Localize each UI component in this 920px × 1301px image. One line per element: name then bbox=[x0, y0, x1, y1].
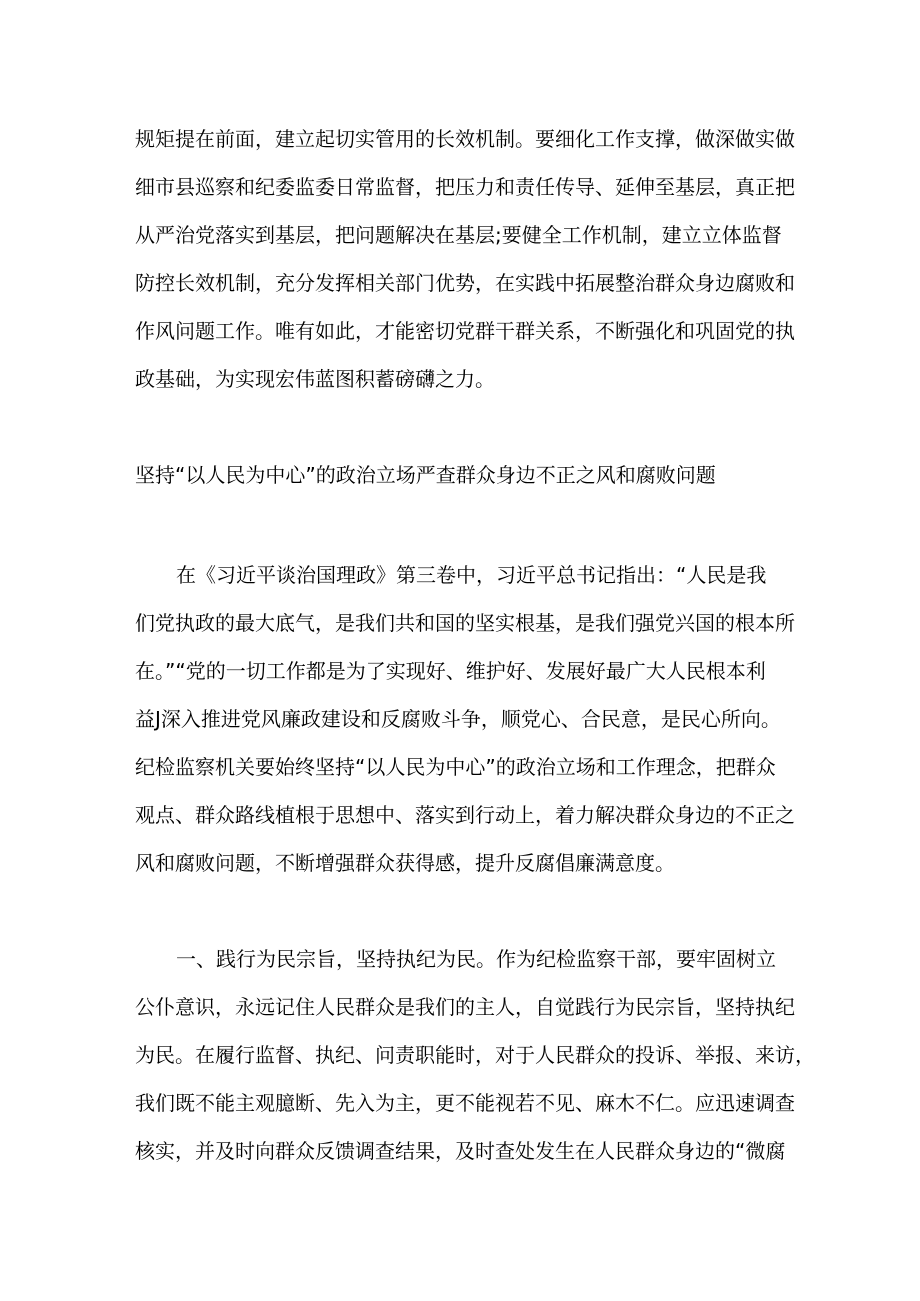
paragraph-line: 在。”“党的一切工作都是为了实现好、维护好、发展好最广大人民根本利 bbox=[135, 659, 766, 683]
paragraph-line: 们党执政的最大底气，是我们共和国的坚实根基，是我们强党兴国的根本所 bbox=[135, 611, 795, 635]
paragraph-line: 益J深入推进党风廉政建设和反腐败斗争，顺党心、合民意，是民心所向。 bbox=[135, 707, 781, 731]
paragraph-line: 在《习近平谈治国理政》第三卷中，习近平总书记指出：“人民是我 bbox=[176, 563, 767, 587]
paragraph-line: 观点、群众路线植根于思想中、落实到行动上，着力解决群众身边的不正之 bbox=[135, 803, 795, 827]
paragraph-line: 风和腐败问题，不断增强群众获得感，提升反腐倡廉满意度。 bbox=[135, 851, 675, 875]
paragraph-line: 防控长效机制，充分发挥相关部门优势，在实践中拓展整治群众身边腐败和 bbox=[135, 271, 795, 295]
paragraph-line: 公仆意识，永远记住人民群众是我们的主人，自觉践行为民宗旨，坚持执纪 bbox=[135, 995, 795, 1019]
paragraph-line: 一、践行为民宗旨，坚持执纪为民。作为纪检监察干部，要牢固树立 bbox=[176, 947, 776, 971]
paragraph-line: 为民。在履行监督、执纪、问责职能时，对于人民群众的投诉、举报、来访， bbox=[135, 1043, 815, 1067]
paragraph-line: 规矩提在前面，建立起切实管用的长效机制。要细化工作支撑，做深做实做 bbox=[135, 127, 795, 151]
paragraph-line: 细市县巡察和纪委监委日常监督，把压力和责任传导、延伸至基层，真正把 bbox=[135, 175, 795, 199]
paragraph-line: 核实，并及时向群众反馈调查结果，及时查处发生在人民群众身边的“微腐 bbox=[135, 1139, 786, 1163]
paragraph-line: 我们既不能主观臆断、先入为主，更不能视若不见、麻木不仁。应迅速调查 bbox=[135, 1091, 795, 1115]
paragraph-line: 政基础，为实现宏伟蓝图积蓄磅礴之力。 bbox=[135, 367, 495, 391]
paragraph-line: 作风问题工作。唯有如此，才能密切党群干群关系，不断强化和巩固党的执 bbox=[135, 319, 795, 343]
section-heading: 坚持“以人民为中心”的政治立场严查群众身边不正之风和腐败问题 bbox=[135, 463, 716, 487]
paragraph-line: 纪检监察机关要始终坚持“以人民为中心”的政治立场和工作理念，把群众 bbox=[135, 755, 776, 779]
paragraph-line: 从严治党落实到基层，把问题解决在基层;要健全工作机制，建立立体监督 bbox=[135, 223, 782, 247]
